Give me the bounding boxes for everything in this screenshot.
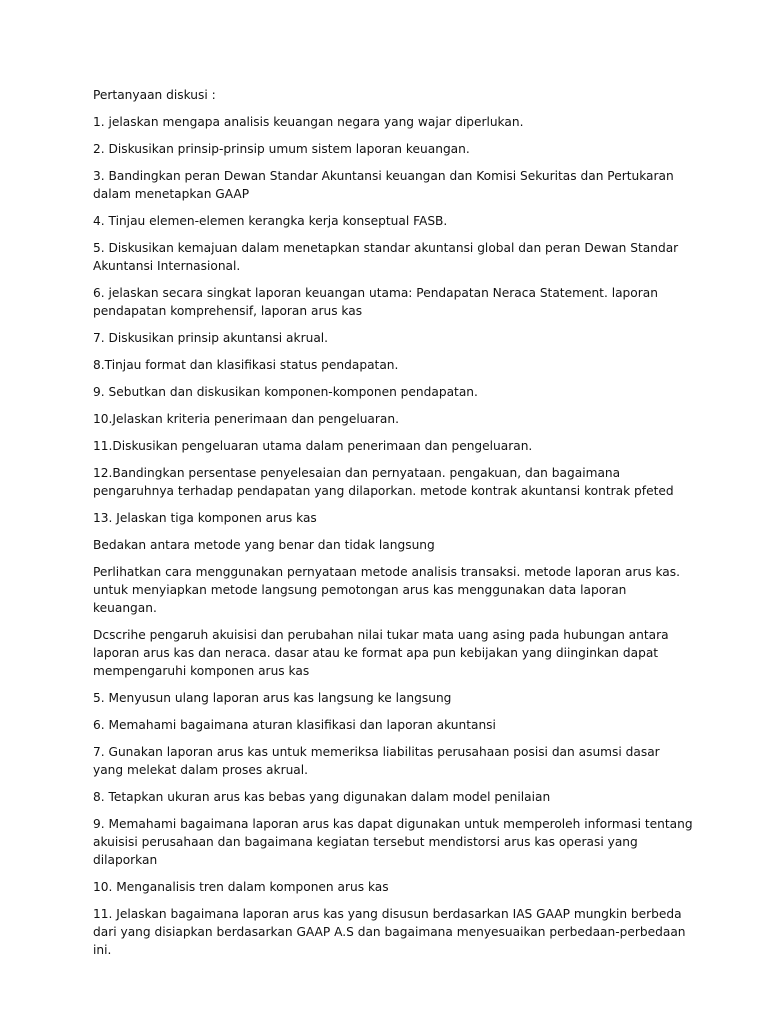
paragraph-13: 13. Jelaskan tiga komponen arus kas [93,511,317,525]
paragraph-2: 2. Diskusikan prinsip-prinsip umum sistem laporan keuangan. [93,142,470,156]
paragraph-18: 6. Memahami bagaimana aturan klasifikasi dan laporan akuntansi [93,718,496,732]
document-heading: Pertanyaan diskusi : [93,88,216,102]
paragraph-list [93,113,693,959]
paragraph-20: 8. Tetapkan ukuran arus kas bebas yang digunakan dalam model penilaian [93,790,551,804]
paragraph-4: 4. Tinjau elemen-elemen kerangka kerja konseptual FASB. [93,214,448,228]
paragraph-19: 7. Gunakan laporan arus kas untuk memeriksa liabilitas perusahaan posisi dan asumsi dasar yang melekat dalam proses akrual. [93,745,660,777]
paragraph-14: Bedakan antara metode yang benar dan tidak langsung [93,538,435,552]
paragraph-7: 7. Diskusikan prinsip akuntansi akrual. [93,331,329,345]
paragraph-9: 9. Sebutkan dan diskusikan komponen-komponen pendapatan. [93,385,478,399]
paragraph-15: Perlihatkan cara menggunakan pernyataan metode analisis transaksi. metode laporan arus kas. untuk menyiapkan metode langsung pemotongan arus kas menggunakan data laporan keuangan. [93,565,680,615]
paragraph-23: 11. Jelaskan bagaimana laporan arus kas yang disusun berdasarkan IAS GAAP mungkin berbeda dari yang disiapkan berdasarkan GAAP A.S dan bagaimana menyesuaikan perbedaan-perbedaan ini. [93,907,686,957]
paragraph-10: 10.Jelaskan kriteria penerimaan dan pengeluaran. [93,412,399,426]
paragraph-11: 11.Diskusikan pengeluaran utama dalam penerimaan dan pengeluaran. [93,439,533,453]
paragraph-16: Dcscrihe pengaruh akuisisi dan perubahan nilai tukar mata uang asing pada hubungan antara laporan arus kas dan neraca. dasar atau ke format apa pun kebijakan yang diinginkan dapat mempengaruhi komponen arus kas [93,628,669,678]
paragraph-6: 6. jelaskan secara singkat laporan keuangan utama: Pendapatan Neraca Statement. laporan pendapatan komprehensif, laporan arus kas [93,286,658,318]
paragraph-8: 8.Tinjau format dan klasifikasi status pendapatan. [93,358,399,372]
paragraph-3: 3. Bandingkan peran Dewan Standar Akuntansi keuangan dan Komisi Sekuritas dan Pertukaran dalam menetapkan GAAP [93,169,674,201]
document-body [93,86,693,968]
paragraph-12: 12.Bandingkan persentase penyelesaian dan pernyataan. pengakuan, dan bagaimana pengaruhnya terhadap pendapatan yang dilaporkan. metode kontrak akuntansi kontrak pfeted [93,466,674,498]
paragraph-1: 1. jelaskan mengapa analisis keuangan negara yang wajar diperlukan. [93,115,524,129]
paragraph-21: 9. Memahami bagaimana laporan arus kas dapat digunakan untuk memperoleh informasi tentang akuisisi perusahaan dan bagaimana kegiatan tersebut mendistorsi arus kas operasi yang dilaporkan [93,817,693,867]
paragraph-17: 5. Menyusun ulang laporan arus kas langsung ke langsung [93,691,452,705]
paragraph-22: 10. Menganalisis tren dalam komponen arus kas [93,880,389,894]
paragraph-5: 5. Diskusikan kemajuan dalam menetapkan standar akuntansi global dan peran Dewan Standar Akuntansi Internasional. [93,241,679,273]
